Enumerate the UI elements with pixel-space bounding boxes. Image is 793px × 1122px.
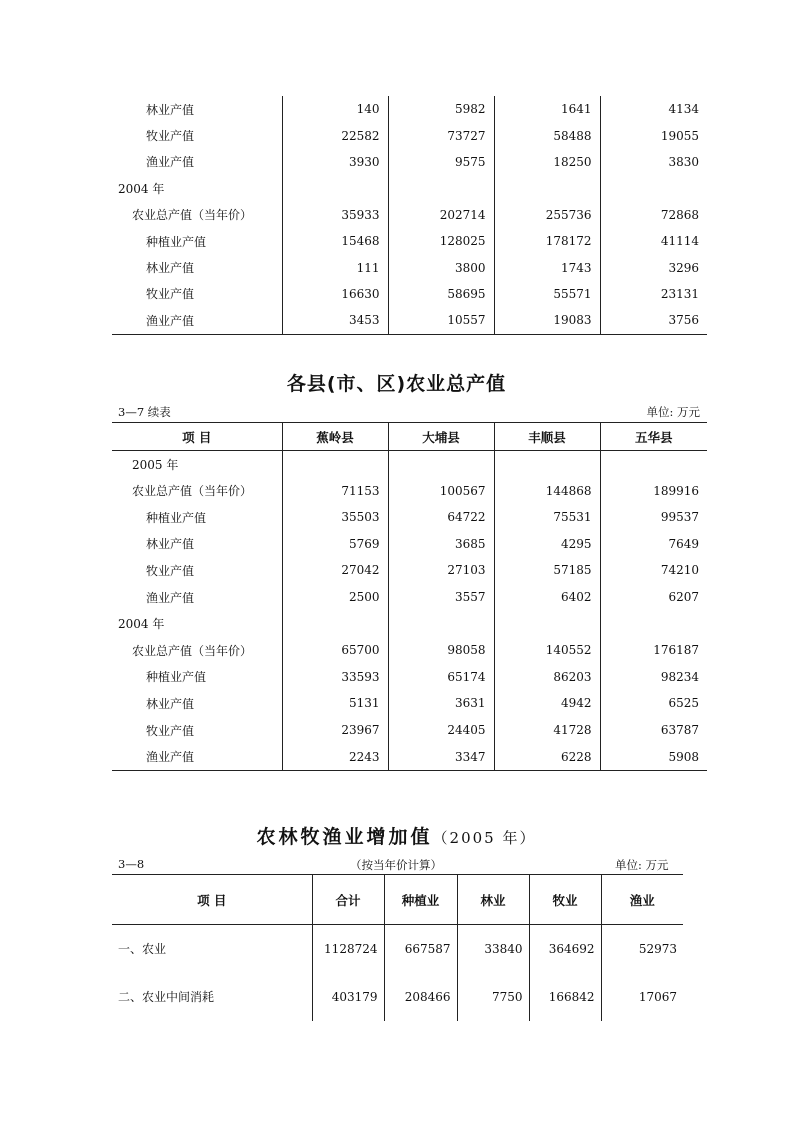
column-header: 项 目: [112, 423, 282, 451]
table-title-value-added: [0, 822, 793, 849]
column-header: 项 目: [112, 875, 312, 925]
cell-value: 166842: [529, 973, 601, 1021]
cell-value: 35503: [282, 504, 388, 531]
cell-value: 23967: [282, 717, 388, 744]
table-row: [112, 531, 707, 558]
cell-value: 24405: [388, 717, 494, 744]
table-continued: [112, 96, 707, 335]
column-header: 合计: [312, 875, 384, 925]
cell-value: [388, 451, 494, 478]
cell-value: 10557: [388, 307, 494, 334]
row-label: 2005 年: [132, 457, 179, 472]
price-note: （按当年价计算）: [350, 858, 442, 872]
table-title-county-output: 各县(市、区)农业总产值: [286, 373, 507, 395]
cell-value: 57185: [494, 557, 600, 584]
row-label: 二、农业中间消耗: [118, 990, 215, 1004]
cell-value: 27042: [282, 557, 388, 584]
cell-value: 65174: [388, 664, 494, 691]
row-label: 林业产值: [146, 696, 195, 711]
cell-value: 1641: [494, 96, 600, 122]
column-header: 大埔县: [388, 423, 494, 451]
column-header: 牧业: [529, 875, 601, 925]
row-label: 牧业产值: [146, 129, 195, 144]
cell-value: 18250: [494, 149, 600, 175]
cell-value: 6228: [494, 743, 600, 770]
cell-value: 178172: [494, 228, 600, 254]
table-row: [112, 149, 707, 175]
cell-value: [600, 451, 707, 478]
column-header: 渔业: [601, 875, 683, 925]
table-value-added: [112, 874, 683, 1021]
table-row: [112, 307, 707, 334]
cell-value: 33840: [457, 925, 529, 973]
row-label: 渔业产值: [146, 155, 195, 170]
table-row: [112, 743, 707, 770]
cell-value: 55571: [494, 281, 600, 307]
cell-value: 74210: [600, 557, 707, 584]
table-row: [112, 925, 683, 973]
cell-value: 3930: [282, 149, 388, 175]
title-year: （2005 年）: [432, 829, 537, 847]
cell-value: [494, 610, 600, 637]
table-row: [112, 122, 707, 148]
cell-value: 3631: [388, 690, 494, 717]
cell-value: 3557: [388, 584, 494, 611]
cell-value: 255736: [494, 202, 600, 228]
cell-value: 6207: [600, 584, 707, 611]
cell-value: 4942: [494, 690, 600, 717]
column-header: 种植业: [384, 875, 457, 925]
row-label: 渔业产值: [146, 313, 195, 328]
row-label: 农业总产值（当年价）: [132, 484, 253, 499]
cell-value: 23131: [600, 281, 707, 307]
row-label: 农业总产值（当年价）: [132, 208, 253, 223]
cell-value: 2243: [282, 743, 388, 770]
cell-value: 176187: [600, 637, 707, 664]
cell-value: 41728: [494, 717, 600, 744]
column-header: 五华县: [600, 423, 707, 451]
cell-value: 16630: [282, 281, 388, 307]
table-row: [112, 717, 707, 744]
cell-value: 98058: [388, 637, 494, 664]
row-label: 林业产值: [146, 261, 195, 276]
cell-value: 75531: [494, 504, 600, 531]
cell-value: 64722: [388, 504, 494, 531]
table-row: [112, 228, 707, 254]
cell-value: 52973: [601, 925, 683, 973]
row-label: 牧业产值: [146, 723, 195, 738]
cell-value: 3347: [388, 743, 494, 770]
unit-label: 单位: 万元: [615, 858, 669, 872]
unit-label: 单位: 万元: [646, 405, 700, 419]
title-text: 农林牧渔业增加值: [256, 826, 433, 848]
table-row: [112, 175, 707, 201]
table-row: [112, 610, 707, 637]
cell-value: 72868: [600, 202, 707, 228]
cell-value: 5908: [600, 743, 707, 770]
cell-value: 3685: [388, 531, 494, 558]
cell-value: [494, 451, 600, 478]
cell-value: 7750: [457, 973, 529, 1021]
cell-value: 41114: [600, 228, 707, 254]
cell-value: 98234: [600, 664, 707, 691]
row-label: 2004 年: [118, 617, 165, 632]
table-row: [112, 973, 683, 1021]
cell-value: 73727: [388, 122, 494, 148]
cell-value: 140552: [494, 637, 600, 664]
cell-value: 202714: [388, 202, 494, 228]
cell-value: 86203: [494, 664, 600, 691]
row-label: 渔业产值: [146, 590, 195, 605]
table-row: [112, 451, 707, 478]
cell-value: 33593: [282, 664, 388, 691]
cell-value: [494, 175, 600, 201]
cell-value: 1743: [494, 254, 600, 280]
table-row: [112, 557, 707, 584]
row-label: 渔业产值: [146, 750, 195, 765]
row-label: 林业产值: [146, 102, 195, 117]
cell-value: 9575: [388, 149, 494, 175]
cell-value: 3296: [600, 254, 707, 280]
row-label: 牧业产值: [146, 563, 195, 578]
table-code: 3—7 续表: [118, 405, 171, 419]
cell-value: [282, 610, 388, 637]
cell-value: 3453: [282, 307, 388, 334]
cell-value: 19083: [494, 307, 600, 334]
cell-value: 99537: [600, 504, 707, 531]
cell-value: 208466: [384, 973, 457, 1021]
column-header: 丰顺县: [494, 423, 600, 451]
cell-value: 3830: [600, 149, 707, 175]
cell-value: 5982: [388, 96, 494, 122]
cell-value: 27103: [388, 557, 494, 584]
cell-value: 3756: [600, 307, 707, 334]
cell-value: 128025: [388, 228, 494, 254]
cell-value: 19055: [600, 122, 707, 148]
table-county-output: [112, 422, 707, 771]
cell-value: 63787: [600, 717, 707, 744]
cell-value: [600, 610, 707, 637]
row-label: 2004 年: [118, 181, 165, 196]
cell-value: [600, 175, 707, 201]
cell-value: 667587: [384, 925, 457, 973]
cell-value: 3800: [388, 254, 494, 280]
cell-value: 111: [282, 254, 388, 280]
cell-value: 15468: [282, 228, 388, 254]
cell-value: 35933: [282, 202, 388, 228]
cell-value: [388, 175, 494, 201]
cell-value: 364692: [529, 925, 601, 973]
row-label: 种植业产值: [146, 670, 207, 685]
cell-value: 1128724: [312, 925, 384, 973]
row-label: 农业总产值（当年价）: [132, 643, 253, 658]
cell-value: 144868: [494, 477, 600, 504]
cell-value: 4295: [494, 531, 600, 558]
row-label: 种植业产值: [146, 510, 207, 525]
table-row: [112, 637, 707, 664]
table-code: 3—8: [118, 857, 145, 871]
table-row: [112, 664, 707, 691]
cell-value: [388, 610, 494, 637]
table-row: [112, 281, 707, 307]
cell-value: 140: [282, 96, 388, 122]
cell-value: 7649: [600, 531, 707, 558]
cell-value: 17067: [601, 973, 683, 1021]
cell-value: 65700: [282, 637, 388, 664]
cell-value: 5769: [282, 531, 388, 558]
cell-value: [282, 451, 388, 478]
cell-value: 6402: [494, 584, 600, 611]
cell-value: 71153: [282, 477, 388, 504]
row-label: 牧业产值: [146, 287, 195, 302]
cell-value: 58488: [494, 122, 600, 148]
table-row: [112, 477, 707, 504]
table-row: [112, 96, 707, 122]
cell-value: 22582: [282, 122, 388, 148]
table-row: [112, 690, 707, 717]
cell-value: 4134: [600, 96, 707, 122]
table-row: [112, 254, 707, 280]
column-header: 蕉岭县: [282, 423, 388, 451]
row-label: 种植业产值: [146, 234, 207, 249]
cell-value: 6525: [600, 690, 707, 717]
cell-value: 100567: [388, 477, 494, 504]
cell-value: 2500: [282, 584, 388, 611]
table-row: [112, 202, 707, 228]
cell-value: [282, 175, 388, 201]
cell-value: 58695: [388, 281, 494, 307]
table-row: [112, 584, 707, 611]
column-header: 林业: [457, 875, 529, 925]
table-row: [112, 504, 707, 531]
row-label: 林业产值: [146, 537, 195, 552]
cell-value: 403179: [312, 973, 384, 1021]
cell-value: 189916: [600, 477, 707, 504]
cell-value: 5131: [282, 690, 388, 717]
row-label: 一、农业: [118, 942, 167, 957]
